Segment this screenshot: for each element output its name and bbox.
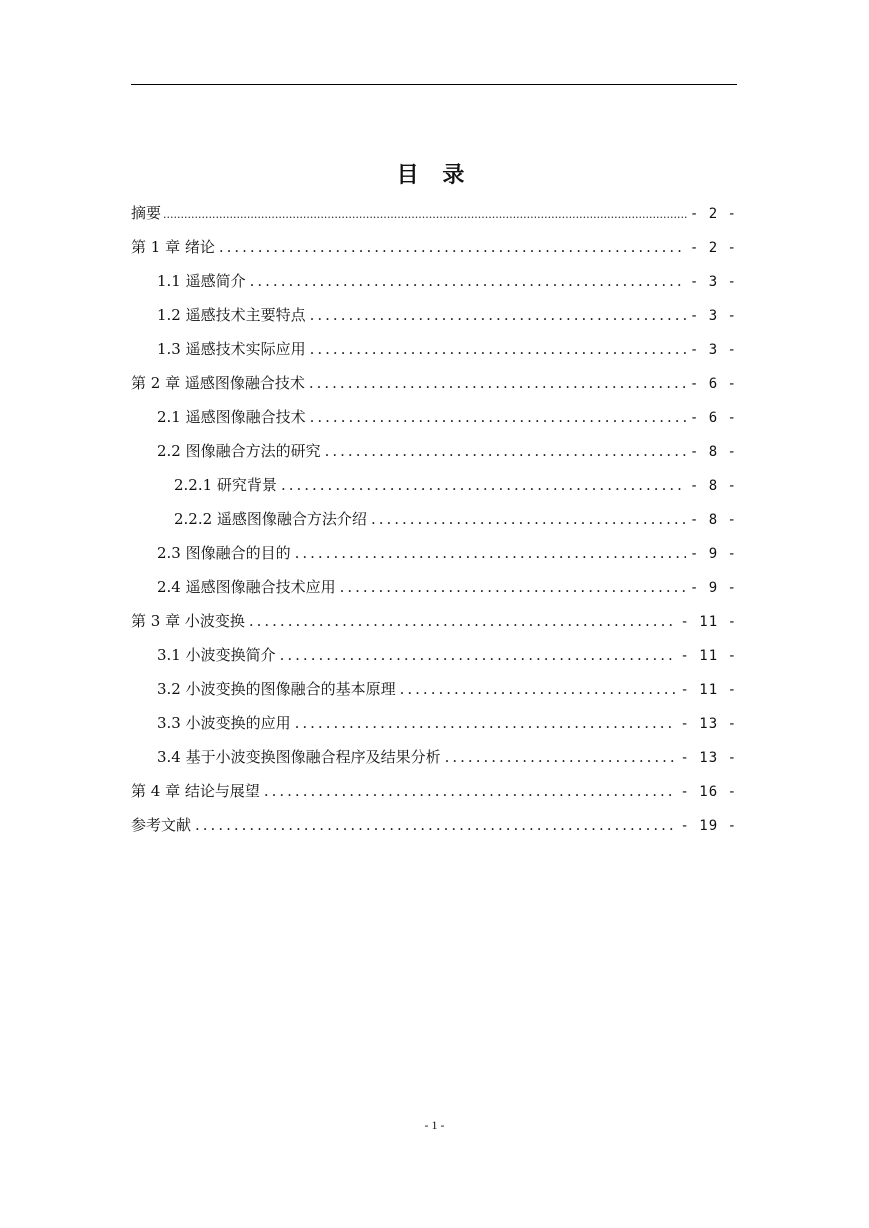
toc-entry-references[interactable] [131, 808, 737, 842]
toc-entry-text: 2.1 遥感图像融合技术 [157, 408, 306, 426]
toc-dot-leader [310, 332, 686, 366]
toc-entry-text: 2.2.1 研究背景 [174, 476, 277, 494]
toc-dot-leader [309, 366, 686, 400]
toc-entry-page: - 3 - [689, 274, 737, 290]
toc-entry-text: 第 3 章 小波变换 [131, 612, 245, 630]
toc-entry-text: 第 4 章 结论与展望 [131, 782, 260, 800]
toc-dot-leader [371, 502, 686, 536]
toc-entry-3-3[interactable] [131, 706, 737, 740]
toc-title: 目 录 [396, 162, 473, 188]
toc-entry-text: 3.4 基于小波变换图像融合程序及结果分析 [157, 748, 441, 766]
toc-entry-text: 2.2.2 遥感图像融合方法介绍 [174, 510, 367, 528]
toc-entry-chapter-4[interactable] [131, 774, 737, 808]
toc-dot-leader [250, 264, 686, 298]
toc-entry-2-2[interactable] [131, 434, 737, 468]
toc-entry-text: 2.2 图像融合方法的研究 [157, 442, 321, 460]
toc-entry-2-2-2[interactable] [131, 502, 737, 536]
toc-entry-page: - 8 - [689, 512, 737, 528]
toc-entry-2-2-1[interactable] [131, 468, 737, 502]
toc-dot-leader [249, 604, 677, 638]
toc-entry-page: - 11 - [680, 682, 737, 698]
toc-dot-leader [310, 400, 686, 434]
toc-dot-leader [280, 638, 677, 672]
toc-entry-text: 第 1 章 绪论 [131, 238, 215, 256]
header-rule [131, 84, 737, 85]
toc-dot-leader [281, 468, 686, 502]
toc-entry-1-2[interactable] [131, 298, 737, 332]
toc-entry-page: - 8 - [689, 478, 737, 494]
toc-dot-leader [219, 230, 686, 264]
toc-entry-chapter-3[interactable] [131, 604, 737, 638]
toc-entry-3-2[interactable] [131, 672, 737, 706]
toc-entry-1-3[interactable] [131, 332, 737, 366]
toc-entry-text: 第 2 章 遥感图像融合技术 [131, 374, 305, 392]
toc-entry-page: - 6 - [689, 410, 737, 426]
toc-dot-leader [400, 672, 677, 706]
table-of-contents [131, 196, 737, 842]
toc-dot-leader [195, 808, 676, 842]
toc-entry-3-1[interactable] [131, 638, 737, 672]
toc-entry-page: - 8 - [689, 444, 737, 460]
toc-dot-leader [295, 706, 677, 740]
toc-entry-page: - 9 - [689, 580, 737, 596]
toc-entry-text: 1.1 遥感简介 [157, 272, 246, 290]
toc-entry-abstract[interactable] [131, 196, 737, 230]
page-number: - 1 - [424, 1118, 445, 1132]
toc-dot-leader [264, 774, 677, 808]
toc-dot-leader [295, 536, 686, 570]
toc-entry-text: 3.3 小波变换的应用 [157, 714, 291, 732]
toc-entry-2-3[interactable] [131, 536, 737, 570]
toc-entry-chapter-2[interactable] [131, 366, 737, 400]
toc-dot-leader [325, 434, 686, 468]
toc-entry-page: - 9 - [689, 546, 737, 562]
toc-entry-1-1[interactable] [131, 264, 737, 298]
toc-dot-leader [163, 196, 688, 232]
toc-entry-text: 参考文献 [131, 816, 192, 834]
toc-entry-page: - 13 - [680, 716, 737, 732]
toc-entry-2-1[interactable] [131, 400, 737, 434]
toc-entry-text: 3.1 小波变换简介 [157, 646, 276, 664]
toc-dot-leader [310, 298, 686, 332]
toc-entry-page: - 2 - [689, 240, 737, 256]
toc-entry-page: - 3 - [689, 308, 737, 324]
toc-entry-page: - 11 - [680, 648, 737, 664]
toc-entry-text: 2.3 图像融合的目的 [157, 544, 291, 562]
toc-entry-text: 2.4 遥感图像融合技术应用 [157, 578, 336, 596]
toc-dot-leader [340, 570, 686, 604]
toc-entry-page: - 19 - [680, 818, 737, 834]
toc-entry-page: - 11 - [680, 614, 737, 630]
toc-entry-3-4[interactable] [131, 740, 737, 774]
toc-entry-page: - 13 - [680, 750, 737, 766]
toc-entry-page: - 16 - [680, 784, 737, 800]
toc-dot-leader [445, 740, 677, 774]
toc-entry-text: 1.3 遥感技术实际应用 [157, 340, 306, 358]
toc-entry-chapter-1[interactable] [131, 230, 737, 264]
toc-entry-text: 3.2 小波变换的图像融合的基本原理 [157, 680, 396, 698]
toc-entry-page: - 6 - [689, 376, 737, 392]
toc-entry-page: - 3 - [689, 342, 737, 358]
toc-entry-2-4[interactable] [131, 570, 737, 604]
toc-entry-text: 1.2 遥感技术主要特点 [157, 306, 306, 324]
toc-entry-text: 摘要 [131, 204, 162, 222]
toc-entry-page: - 2 - [689, 206, 737, 222]
